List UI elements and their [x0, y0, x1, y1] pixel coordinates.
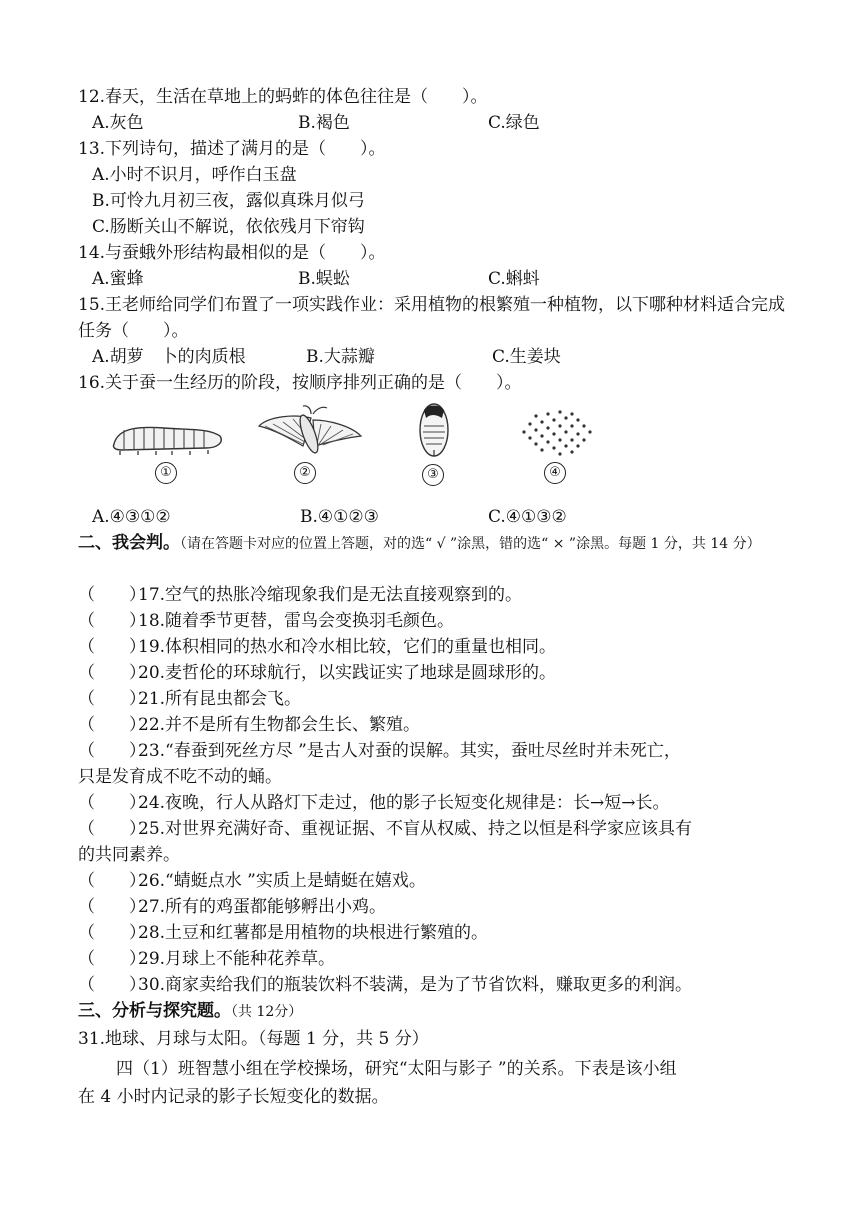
judge-statement: 30.商家卖给我们的瓶装饮料不装满，是为了节省饮料，赚取更多的利润。	[138, 975, 693, 995]
q15-option-b: B.大蒜瓣	[306, 347, 375, 367]
section-2-header	[78, 530, 790, 582]
judge-statement: 22.并不是所有生物都会生长、繁殖。	[138, 715, 421, 735]
judge-item-27	[78, 894, 790, 920]
moth-illustration	[255, 404, 365, 460]
q14-option-b: B.蜈蚣	[298, 269, 350, 289]
answer-paren: （ ）	[78, 923, 146, 943]
q13-option-a: A.小时不识月，呼作白玉盘	[92, 165, 297, 185]
q15-option-a: A.胡萝 卜的肉质根	[92, 347, 246, 367]
q12-option-c: C.绿色	[488, 113, 540, 133]
q12-option-b: B.褐色	[298, 113, 350, 133]
question-13-stem: 13.下列诗句，描述了满月的是（ ）。	[78, 139, 386, 159]
question-12-stem: 12.春天，生活在草地上的蚂蚱的体色往往是（ ）。	[78, 87, 488, 107]
answer-paren: （ ）	[78, 689, 146, 709]
judge-statement: 23.“春蚕到死丝方尽 ”是古人对蚕的误解。其实，蚕吐尽丝时并未死亡，	[138, 741, 681, 761]
q16-option-a: A.④③①②	[92, 507, 171, 527]
judge-item-23-continuation: 只是发育成不吃不动的蛹。	[78, 767, 282, 787]
question-31-paragraph-line2: 在 4 小时内记录的影子长短变化的数据。	[78, 1087, 389, 1107]
question-14-options	[78, 266, 790, 292]
answer-paren: （ ）	[78, 611, 146, 631]
judge-statement: 17.空气的热胀冷缩现象我们是无法直接观察到的。	[138, 585, 523, 605]
q14-option-c: C.蝌蚪	[488, 269, 540, 289]
judge-item-24	[78, 790, 790, 816]
section-2-title: 二、我会判。	[78, 533, 180, 553]
answer-paren: （ ）	[78, 637, 146, 657]
judge-statement: 19.体积相同的热水和冷水相比较，它们的重量也相同。	[138, 637, 557, 657]
eggs-illustration	[518, 406, 594, 458]
judge-item-30	[78, 972, 790, 998]
judge-item-25-continuation: 的共同素养。	[78, 845, 180, 865]
judge-item-21	[78, 686, 790, 712]
answer-paren: （ ）	[78, 715, 146, 735]
larva-illustration	[108, 418, 226, 458]
judge-statement: 26.“蜻蜓点水 ”实质上是蜻蜓在嬉戏。	[138, 871, 426, 891]
judge-statement: 25.对世界充满好奇、重视证据、不盲从权威、持之以恒是科学家应该具有	[138, 819, 693, 839]
q16-option-c: C.④①③②	[488, 507, 567, 527]
answer-paren: （ ）	[78, 949, 146, 969]
judge-item-29	[78, 946, 790, 972]
judge-item-25	[78, 816, 790, 842]
judge-item-28	[78, 920, 790, 946]
question-15-options	[78, 344, 790, 370]
section-2-note: （请在答题卡对应的位置上答题，对的选“ √ ”涂黑，错的选“ × ”涂黑。每题 1 分，共 14 分）	[180, 536, 761, 552]
q15-option-c: C.生姜块	[492, 347, 561, 367]
judge-item-19	[78, 634, 790, 660]
q13-option-b: B.可怜九月初三夜，露似真珠月似弓	[92, 191, 365, 211]
judge-statement: 29.月球上不能种花养草。	[138, 949, 336, 969]
question-14-stem: 14.与蚕蛾外形结构最相似的是（ ）。	[78, 243, 386, 263]
judge-item-18	[78, 608, 790, 634]
section-3-score: （共 12分）	[231, 1004, 303, 1020]
question-16-stem: 16.关于蚕一生经历的阶段，按顺序排列正确的是（ ）。	[78, 373, 522, 393]
stage-label-3: ③	[422, 464, 444, 486]
answer-paren: （ ）	[78, 793, 146, 813]
judge-statement: 18.随着季节更替，雷鸟会变换羽毛颜色。	[138, 611, 455, 631]
judge-item-17	[78, 582, 790, 608]
judge-item-26	[78, 868, 790, 894]
question-15-stem: 15.王老师给同学们布置了一项实践作业：采用植物的根繁殖一种植物，以下哪种材料适合完成任务（ ）。	[78, 295, 786, 341]
judge-item-20	[78, 660, 790, 686]
judge-statement: 24.夜晚，行人从路灯下走过，他的影子长短变化规律是：长→短→长。	[138, 793, 670, 813]
pupa-illustration	[416, 400, 452, 460]
judge-statement: 27.所有的鸡蛋都能够孵出小鸡。	[138, 897, 387, 917]
section-3-title: 三、分析与探究题。	[78, 1001, 231, 1021]
answer-paren: （ ）	[78, 871, 146, 891]
judge-statement: 21.所有昆虫都会飞。	[138, 689, 302, 709]
answer-paren: （ ）	[78, 585, 146, 605]
q16-option-b: B.④①②③	[300, 507, 379, 527]
stage-label-1: ①	[155, 462, 177, 484]
q13-option-c: C.肠断关山不解说，依依残月下帘钩	[92, 217, 365, 237]
q12-option-a: A.灰色	[92, 113, 144, 133]
q14-option-a: A.蜜蜂	[92, 269, 144, 289]
judge-statement: 20.麦哲伦的环球航行，以实践证实了地球是圆球形的。	[138, 663, 557, 683]
answer-paren: （ ）	[78, 663, 146, 683]
question-16-options	[78, 504, 790, 530]
question-12-options	[78, 110, 790, 136]
judge-statement: 28.土豆和红薯都是用植物的块根进行繁殖的。	[138, 923, 489, 943]
question-31-stem: 31.地球、月球与太阳。（每题 1 分，共 5 分）	[78, 1029, 429, 1049]
stage-label-2: ②	[294, 462, 316, 484]
stage-label-4: ④	[544, 462, 566, 484]
judge-item-22	[78, 712, 790, 738]
question-31-paragraph-line1: 四（1）班智慧小组在学校操场，研究“太阳与影子 ”的关系。下表是该小组	[116, 1059, 677, 1079]
silkworm-stages-figure	[100, 400, 600, 490]
section-3-header	[78, 998, 790, 1025]
answer-paren: （ ）	[78, 741, 146, 761]
answer-paren: （ ）	[78, 975, 146, 995]
judge-item-23	[78, 738, 790, 764]
answer-paren: （ ）	[78, 897, 146, 917]
answer-paren: （ ）	[78, 819, 146, 839]
